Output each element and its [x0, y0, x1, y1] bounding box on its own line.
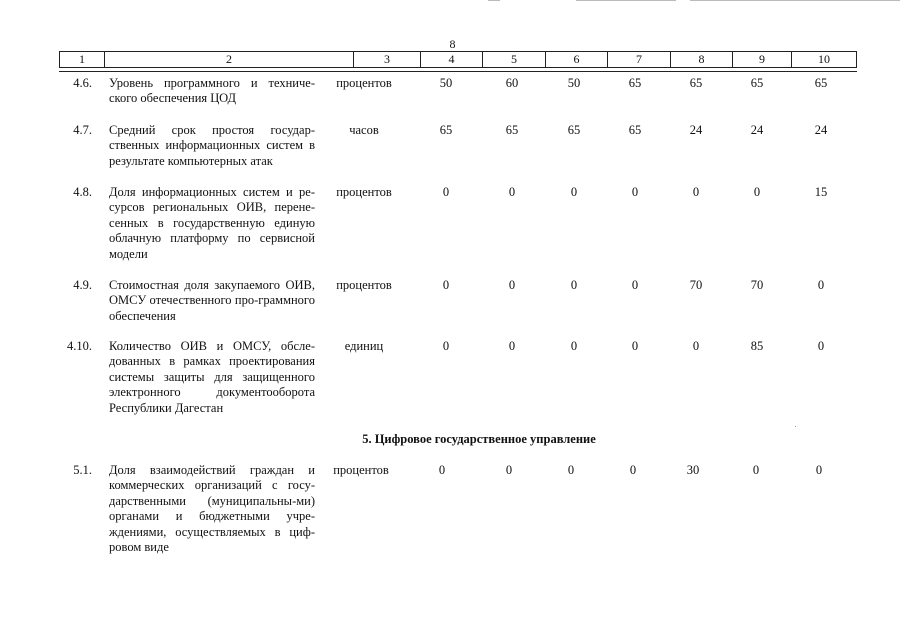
row-value-col9: 70: [750, 278, 764, 292]
row-value-col7: 65: [628, 76, 642, 90]
row-unit: процентов: [336, 278, 392, 292]
row-value-col6: 0: [567, 463, 575, 477]
row-value-col6: 0: [570, 278, 578, 292]
row-value-col10: 0: [817, 339, 825, 353]
header-col-3: 3: [384, 52, 390, 66]
row-value-col7: 65: [628, 123, 642, 137]
row-unit: процентов: [333, 463, 389, 477]
row-value-col7: 0: [629, 463, 637, 477]
row-value-col10: 15: [814, 185, 828, 199]
header-col-7: 7: [636, 52, 642, 66]
row-value-col9: 0: [753, 185, 761, 199]
row-value-col5: 60: [505, 76, 519, 90]
row-indicator-name: Уровень программного и техниче-ского обеспечения ЦОД: [109, 76, 315, 106]
row-value-col4: 0: [438, 463, 446, 477]
row-value-col6: 50: [567, 76, 581, 90]
row-unit: процентов: [336, 185, 392, 199]
row-value-col8: 70: [689, 278, 703, 292]
row-number: 4.9.: [73, 278, 92, 292]
row-value-col8: 30: [686, 463, 700, 477]
row-value-col4: 50: [439, 76, 453, 90]
row-value-col5: 0: [505, 463, 513, 477]
row-value-col6: 0: [570, 339, 578, 353]
row-value-col9: 65: [750, 76, 764, 90]
row-indicator-name: Стоимостная доля закупаемого ОИВ, ОМСУ отечественного про-граммного обеспечения: [109, 278, 315, 323]
row-number: 4.6.: [73, 76, 92, 90]
row-indicator-name: Количество ОИВ и ОМСУ, обсле-дованных в рамках проектирования системы защиты для защищенного электронного документооборота Республики Дагестан: [109, 339, 315, 415]
row-number: 4.7.: [73, 123, 92, 137]
header-col-1: 1: [79, 52, 85, 66]
row-value-col8: 0: [692, 185, 700, 199]
top-edge-line: [576, 0, 676, 1]
row-indicator-name: Средний срок простоя государ-ственных информационных систем в результате компьютерных атак: [109, 123, 315, 168]
row-value-col10: 65: [814, 76, 828, 90]
row-value-col5: 0: [508, 339, 516, 353]
row-unit: процентов: [336, 76, 392, 90]
row-value-col9: 24: [750, 123, 764, 137]
row-value-col10: 24: [814, 123, 828, 137]
top-edge-line: [690, 0, 900, 1]
row-value-col7: 0: [631, 339, 639, 353]
header-col-4: 4: [448, 52, 455, 66]
scan-speck: [795, 426, 796, 427]
header-col-6: 6: [573, 52, 580, 66]
row-value-col4: 65: [439, 123, 453, 137]
page-number: 8: [449, 37, 456, 51]
table-header: [59, 51, 857, 68]
row-value-col6: 0: [570, 185, 578, 199]
row-value-col5: 65: [505, 123, 519, 137]
row-value-col8: 65: [689, 76, 703, 90]
row-number: 4.10.: [67, 339, 92, 353]
header-bottom-rule: [59, 71, 857, 72]
row-number: 5.1.: [73, 463, 92, 477]
row-value-col9: 85: [750, 339, 764, 353]
header-col-10: 10: [818, 52, 830, 66]
section-heading: 5. Цифровое государственное управление: [362, 432, 596, 446]
row-value-col9: 0: [752, 463, 760, 477]
row-value-col10: 0: [817, 278, 825, 292]
row-number: 4.8.: [73, 185, 92, 199]
row-value-col6: 65: [567, 123, 581, 137]
row-value-col4: 0: [442, 339, 450, 353]
header-col-9: 9: [759, 52, 765, 66]
row-value-col5: 0: [508, 185, 516, 199]
row-unit: часов: [349, 123, 379, 137]
row-value-col4: 0: [442, 278, 450, 292]
row-value-col7: 0: [631, 278, 639, 292]
header-col-2: 2: [226, 52, 232, 66]
row-indicator-name: Доля информационных систем и ре-сурсов региональных ОИВ, перене-сенных в государственную единую облачную платформу по сервисной модели: [109, 185, 315, 261]
row-value-col5: 0: [508, 278, 516, 292]
row-value-col8: 24: [689, 123, 703, 137]
row-indicator-name: Доля взаимодействий граждан и коммерческих организаций с госу-дарственными (муниципальны-ми) органами и бюджетными учре-ждениями, осуществляемых в циф-ровом виде: [109, 463, 315, 555]
row-value-col10: 0: [815, 463, 823, 477]
row-unit: единиц: [344, 339, 384, 353]
row-value-col4: 0: [442, 185, 450, 199]
row-value-col7: 0: [631, 185, 639, 199]
row-value-col8: 0: [692, 339, 700, 353]
header-col-8: 8: [698, 52, 705, 66]
top-edge-line: [488, 0, 500, 1]
header-col-5: 5: [511, 52, 517, 66]
